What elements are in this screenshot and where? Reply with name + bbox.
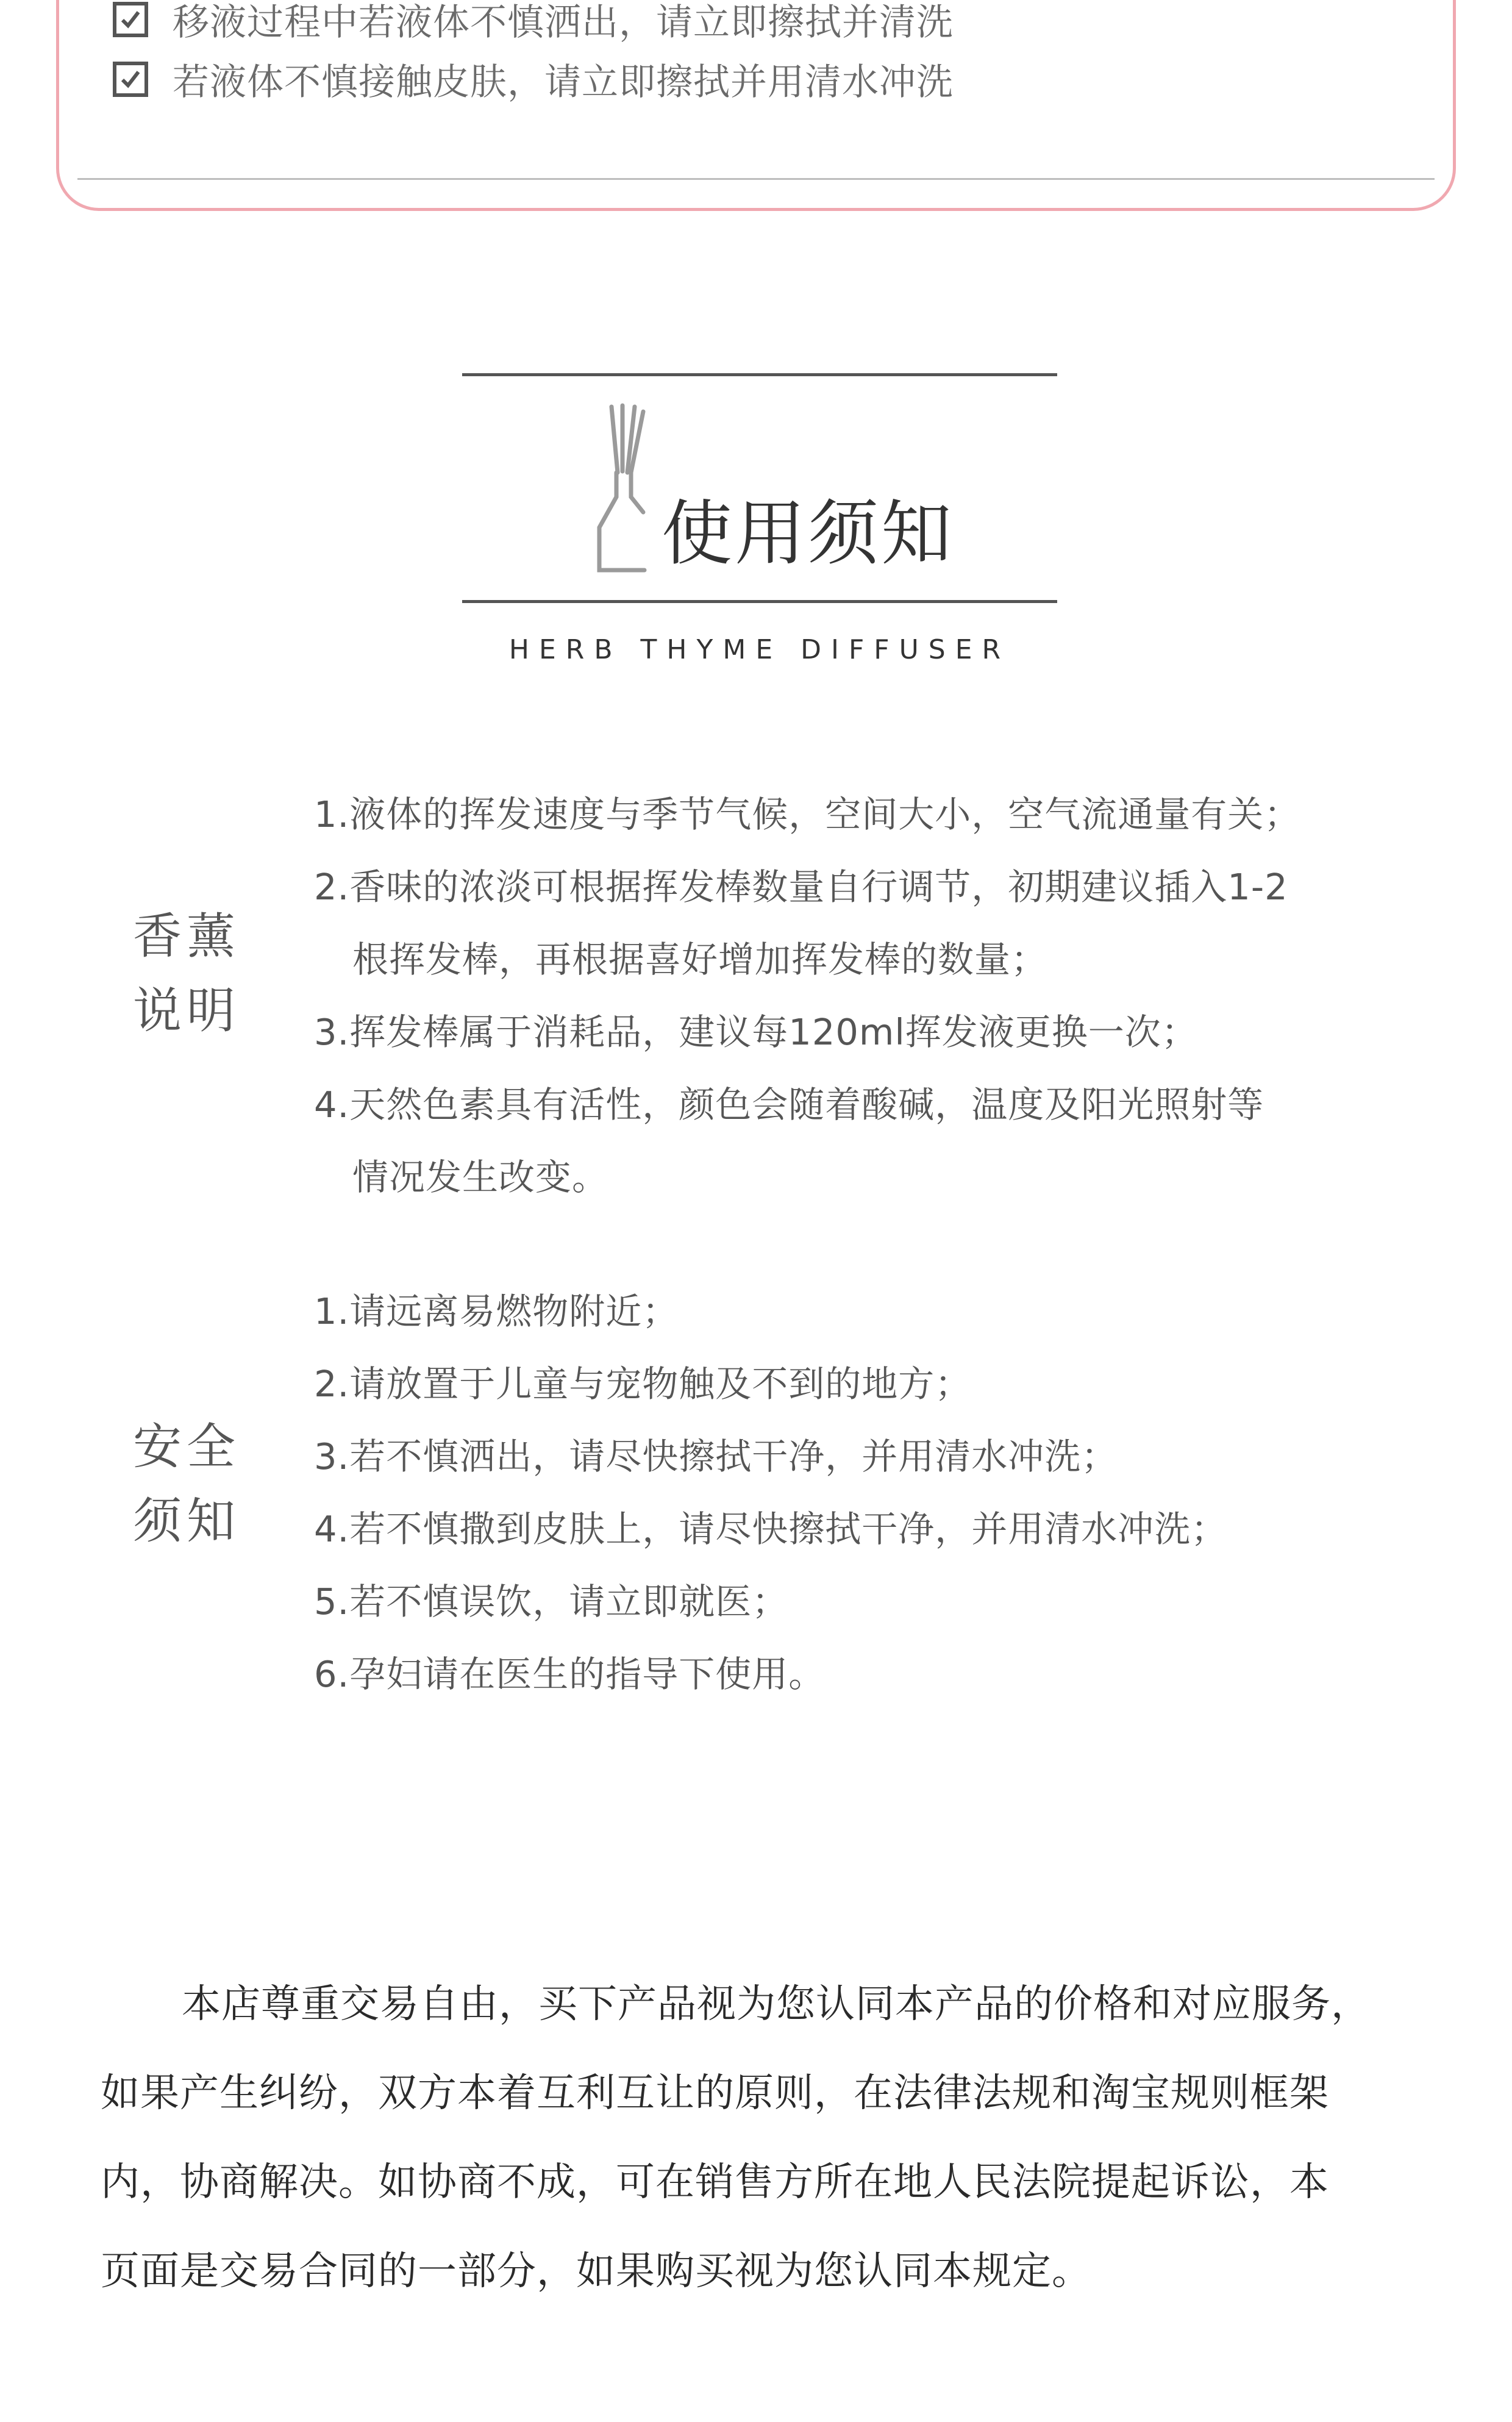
- check-item-text: 若液体不慎接触皮肤，请立即擦拭并用清水冲洗: [173, 61, 954, 104]
- title-top-rule: [462, 373, 1057, 376]
- fragrance-line: 情况发生改变。: [352, 1156, 609, 1198]
- safety-label: 安全 须知: [133, 1418, 240, 1549]
- checkbox-checked-icon: [113, 62, 148, 97]
- fragrance-line: 4.天然色素具有活性，颜色会随着酸碱，温度及阳光照射等: [314, 1084, 1264, 1126]
- page-title: 使用须知: [661, 493, 954, 575]
- safety-line: 4.若不慎撒到皮肤上，请尽快擦拭干净，并用清水冲洗；: [314, 1508, 1228, 1550]
- safety-line: 6.孕妇请在医生的指导下使用。: [314, 1653, 826, 1695]
- card-divider: [77, 178, 1435, 180]
- notice-line: 内，协商解决。如协商不成，可在销售方所在地人民法院提起诉讼，本: [101, 2160, 1329, 2205]
- fragrance-line: 1.液体的挥发速度与季节气候，空间大小，空气流通量有关；: [314, 793, 1301, 835]
- check-item: [113, 0, 954, 45]
- check-item: [113, 54, 954, 105]
- notice-line: 如果产生纠纷，双方本着互利互让的原则，在法律法规和淘宝规则框架: [101, 2071, 1329, 2116]
- page-subtitle: HERB THYME DIFFUSER: [508, 634, 1011, 665]
- notice-line: 页面是交易合同的一部分，如果购买视为您认同本规定。: [101, 2249, 1091, 2294]
- checkbox-checked-icon: [113, 2, 148, 37]
- fragrance-line: 根挥发棒，再根据喜好增加挥发棒的数量；: [352, 938, 1048, 981]
- safety-line: 5.若不慎误饮，请立即就医；: [314, 1581, 789, 1623]
- check-item-text: 移液过程中若液体不慎洒出，请立即擦拭并清洗: [173, 1, 954, 44]
- safety-line: 1.请远离易燃物附近；: [314, 1290, 679, 1332]
- notice-line: 本店尊重交易自由，买下产品视为您认同本产品的价格和对应服务，: [182, 1982, 1371, 2027]
- title-bottom-rule: [462, 600, 1057, 603]
- fragrance-line: 3.挥发棒属于消耗品，建议每120ml挥发液更换一次；: [314, 1011, 1198, 1053]
- fragrance-label: 香薰 说明: [133, 908, 240, 1039]
- safety-line: 2.请放置于儿童与宠物触及不到的地方；: [314, 1363, 972, 1405]
- safety-line: 3.若不慎洒出，请尽快擦拭干净，并用清水冲洗；: [314, 1435, 1118, 1477]
- reed-diffuser-icon: [588, 399, 661, 579]
- fragrance-line: 2.香味的浓淡可根据挥发棒数量自行调节，初期建议插入1-2: [314, 866, 1288, 908]
